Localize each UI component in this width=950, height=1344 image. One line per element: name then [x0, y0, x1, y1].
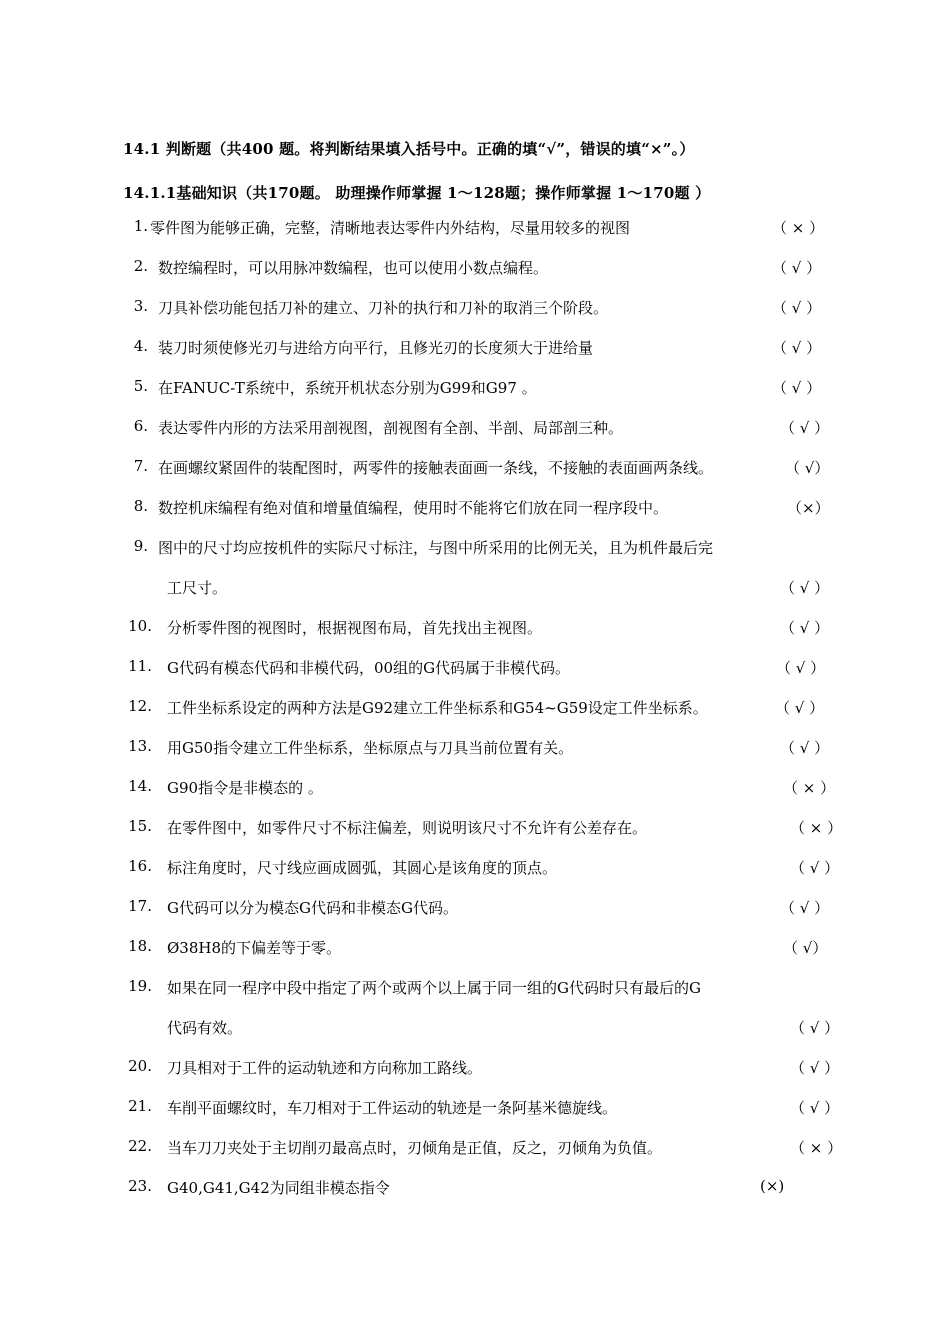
question-item [0, 417, 950, 441]
question-number: 7. [133, 457, 148, 475]
question-number: 3. [133, 297, 148, 315]
question-text: 图中的尺寸均应按机件的实际尺寸标注，与图中所采用的比例无关，且为机件最后完 [158, 539, 714, 557]
answer-mark: （ √ ） [780, 739, 830, 757]
answer-mark: （ √ ） [790, 1059, 840, 1077]
question-item [0, 737, 950, 761]
question-number: 5. [133, 377, 148, 395]
answer-row [0, 1017, 950, 1041]
question-text: 车削平面螺纹时，车刀相对于工件运动的轨迹是一条阿基米德旋线。 [167, 1099, 618, 1117]
question-item [0, 1177, 950, 1201]
question-item [0, 1097, 950, 1121]
question-text: 如果在同一程序中段中指定了两个或两个以上属于同一组的G代码时只有最后的G [167, 979, 701, 997]
answer-mark: （ √ ） [780, 619, 830, 637]
question-item [0, 537, 950, 561]
question-item [0, 1137, 950, 1161]
answer-mark: （ √ ） [772, 379, 822, 397]
question-text: 标注角度时，尺寸线应画成圆弧，其圆心是该角度的顶点。 [167, 859, 558, 877]
question-number: 6. [133, 417, 148, 435]
question-item [0, 377, 950, 401]
question-text: 工件坐标系设定的两种方法是G92建立工件坐标系和G54~G59设定工件坐标系。 [167, 699, 708, 717]
question-number: 2. [133, 257, 148, 275]
question-number: 19. [128, 977, 152, 995]
question-text: 数控机床编程有绝对值和增量值编程，使用时不能将它们放在同一程序段中。 [158, 499, 669, 517]
answer-mark: （ × ） [783, 779, 836, 797]
question-text: G40,G41,G42为同组非模态指令 [167, 1179, 390, 1197]
question-item [0, 297, 950, 321]
question-number: 17. [128, 897, 152, 915]
question-text: 分析零件图的视图时，根据视图布局，首先找出主视图。 [167, 619, 543, 637]
question-item [0, 217, 950, 241]
question-text: G90指令是非模态的 。 [167, 779, 323, 797]
question-text: 装刀时须使修光刃与进给方向平行，且修光刃的长度须大于进给量 [158, 339, 594, 357]
question-item [0, 1057, 950, 1081]
answer-mark: （ √ ） [772, 339, 822, 357]
answer-mark: （ × ） [772, 219, 825, 237]
question-number: 11. [128, 657, 152, 675]
question-text: Ø38H8的下偏差等于零。 [167, 939, 342, 957]
question-item [0, 897, 950, 921]
question-item [0, 777, 950, 801]
question-item [0, 937, 950, 961]
question-text-continued: 工尺寸。 [167, 579, 228, 597]
question-text: 零件图为能够正确，完整，清晰地表达零件内外结构，尽量用较多的视图 [150, 219, 631, 237]
answer-mark: （ √ ） [780, 579, 830, 597]
question-item [0, 977, 950, 1001]
question-item [0, 657, 950, 681]
subsection-title: 14.1.1基础知识（共170题。 助理操作师掌握 1～128题；操作师掌握 1～170题 ） [123, 184, 711, 202]
answer-mark: （ × ） [790, 1139, 843, 1157]
question-text: G代码有模态代码和非模代码，00组的G代码属于非模代码。 [167, 659, 571, 677]
answer-mark: （ √ ） [772, 259, 822, 277]
question-text: 数控编程时，可以用脉冲数编程，也可以使用小数点编程。 [158, 259, 549, 277]
question-text: 在零件图中，如零件尺寸不标注偏差，则说明该尺寸不允许有公差存在。 [167, 819, 648, 837]
question-number: 14. [128, 777, 152, 795]
answer-mark: （ √ ） [772, 299, 822, 317]
question-number: 4. [133, 337, 148, 355]
question-text: 在FANUC-T系统中，系统开机状态分别为G99和G97 。 [158, 379, 537, 397]
answer-mark: （ √） [785, 459, 830, 477]
answer-mark: (×) [760, 1177, 785, 1195]
question-number: 13. [128, 737, 152, 755]
answer-row [0, 577, 950, 601]
question-number: 21. [128, 1097, 152, 1115]
question-number: 20. [128, 1057, 152, 1075]
answer-mark: （ √ ） [790, 1099, 840, 1117]
question-number: 23. [128, 1177, 152, 1195]
answer-mark: （ √ ） [790, 859, 840, 877]
answer-mark: （ √ ） [790, 1019, 840, 1037]
question-number: 8. [133, 497, 148, 515]
question-text: G代码可以分为模态G代码和非模态G代码。 [167, 899, 458, 917]
question-number: 10. [128, 617, 152, 635]
question-text-continued: 代码有效。 [167, 1019, 243, 1037]
question-item [0, 857, 950, 881]
question-item [0, 257, 950, 281]
answer-mark: （ √ ） [780, 899, 830, 917]
answer-mark: （ √） [783, 939, 828, 957]
question-number: 18. [128, 937, 152, 955]
question-text: 用G50指令建立工件坐标系，坐标原点与刀具当前位置有关。 [167, 739, 574, 757]
question-text: 表达零件内形的方法采用剖视图，剖视图有全剖、半剖、局部剖三种。 [158, 419, 624, 437]
answer-mark: （×） [787, 499, 830, 517]
answer-mark: （ √ ） [776, 659, 826, 677]
question-item [0, 457, 950, 481]
question-item [0, 617, 950, 641]
question-item [0, 697, 950, 721]
question-item [0, 817, 950, 841]
question-number: 12. [128, 697, 152, 715]
question-text: 在画螺纹紧固件的装配图时，两零件的接触表面画一条线，不接触的表面画两条线。 [158, 459, 714, 477]
answer-mark: （ √ ） [780, 419, 830, 437]
question-item [0, 497, 950, 521]
answer-mark: （ × ） [790, 819, 843, 837]
question-number: 9. [133, 537, 148, 555]
question-number: 1. [133, 217, 148, 235]
question-number: 15. [128, 817, 152, 835]
section-title: 14.1 判断题（共400 题。将判断结果填入括号中。正确的填“√”，错误的填“×”。） [123, 140, 695, 158]
question-text: 当车刀刀夹处于主切削刃最高点时，刃倾角是正值，反之，刃倾角为负值。 [167, 1139, 663, 1157]
question-item [0, 337, 950, 361]
question-text: 刀具补偿功能包括刀补的建立、刀补的执行和刀补的取消三个阶段。 [158, 299, 609, 317]
question-number: 22. [128, 1137, 152, 1155]
question-text: 刀具相对于工件的运动轨迹和方向称加工路线。 [167, 1059, 483, 1077]
question-number: 16. [128, 857, 152, 875]
answer-mark: （ √ ） [775, 699, 825, 717]
